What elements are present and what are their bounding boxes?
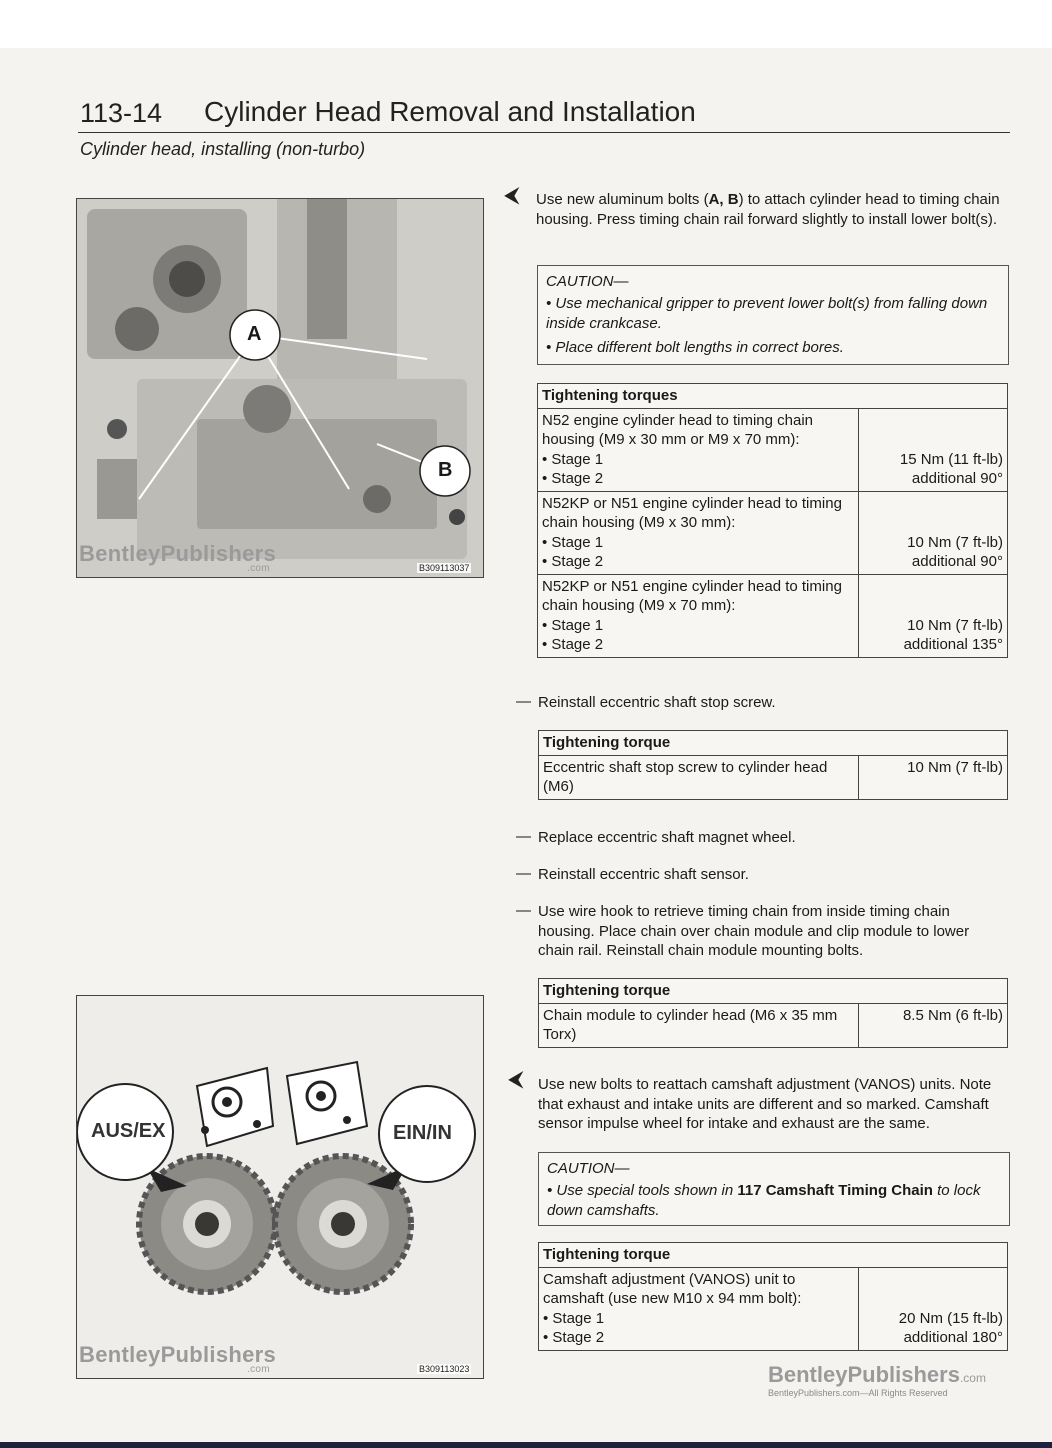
row-desc: N52KP or N51 engine cylinder head to timing chain housing (M9 x 30 mm): (542, 494, 842, 531)
table-cell-desc (538, 408, 859, 491)
row-value-2: additional 135° (903, 636, 1003, 653)
engine-illustration (77, 199, 483, 577)
callout-b-label: B (438, 459, 453, 481)
watermark-com: .com (247, 563, 270, 574)
step-5-text: Use wire hook to retrieve timing chain from inside timing chain housing. Place chain over chain module and clip module to lower chain rail. Reinstall chain module mounting bolts. (538, 903, 970, 959)
caution-heading: CAUTION— (547, 1160, 630, 1177)
top-margin (0, 0, 1052, 48)
table-row (539, 755, 1008, 799)
section-subtitle: Cylinder head, installing (non-turbo) (80, 139, 366, 159)
row-value-2: additional 90° (911, 553, 1003, 570)
caution-box-2 (538, 1152, 1010, 1226)
step-3-text: Replace eccentric shaft magnet wheel. (538, 829, 796, 846)
row-stage-1: • Stage 1 (543, 1309, 605, 1327)
watermark-text: BentleyPublishers (79, 1342, 277, 1367)
row-desc: N52KP or N51 engine cylinder head to timing chain housing (M9 x 70 mm): (542, 577, 842, 614)
watermark-text: BentleyPublishers (79, 541, 277, 566)
caution-heading: CAUTION— (546, 273, 629, 290)
caution-box-1 (537, 265, 1009, 365)
step-4-text: Reinstall eccentric shaft sensor. (538, 866, 749, 883)
row-value-1: 15 Nm (11 ft-lb) (899, 450, 1003, 468)
table-heading: Tightening torque (539, 1243, 1008, 1268)
table-cell-value: 8.5 Nm (6 ft-lb) (859, 1003, 1008, 1047)
table-cell-desc (538, 491, 859, 574)
figure-code: B309113023 (419, 1364, 470, 1374)
table-row (538, 491, 1008, 574)
caution-item: • Place different bolt lengths in correct bores. (546, 339, 844, 356)
torque-table-1 (537, 383, 1008, 658)
step-arrow-icon: ⮜ (504, 182, 520, 207)
table-cell-desc: Eccentric shaft stop screw to cylinder head (M6) (539, 755, 859, 799)
caution-item (547, 1181, 997, 1220)
callout-a-label: A (247, 323, 262, 345)
caution-text-b: to lock down camshafts. (547, 1182, 981, 1219)
step-dash: — (516, 693, 531, 710)
step-2-text: Reinstall eccentric shaft stop screw. (538, 694, 776, 711)
row-stage-2: • Stage 2 (542, 636, 604, 653)
vanos-illustration (77, 996, 483, 1378)
figure-code: B309113037 (419, 563, 470, 573)
footer-brand-text: BentleyPublishers (768, 1362, 960, 1387)
step-1-text (536, 190, 1008, 229)
figure-watermark (79, 1342, 277, 1375)
torque-table-2 (538, 730, 1008, 800)
row-stage-1: • Stage 1 (542, 616, 604, 634)
row-stage-1: • Stage 1 (542, 450, 604, 468)
page-number: 113-14 (80, 98, 163, 128)
step-1-bold: A, B (708, 191, 739, 208)
torque-table-4 (538, 1242, 1008, 1351)
cylinder-head-photo (76, 198, 484, 578)
step-1-text-a: Use new aluminum bolts ( (536, 191, 709, 208)
table-heading: Tightening torques (538, 384, 1008, 409)
table-cell-value (858, 408, 1007, 491)
step-arrow-icon: ⮜ (508, 1066, 524, 1091)
table-cell-value (858, 491, 1007, 574)
step-dash: — (516, 828, 531, 845)
row-stage-2: • Stage 2 (542, 553, 604, 570)
footer-brand (768, 1362, 986, 1388)
table-cell-value (859, 1267, 1008, 1350)
row-value-2: additional 180° (903, 1329, 1003, 1346)
figure-watermark (79, 541, 277, 574)
vanos-units-photo (76, 995, 484, 1379)
table-row (539, 1267, 1008, 1350)
table-cell-desc: Chain module to cylinder head (M6 x 35 mm Torx) (539, 1003, 859, 1047)
row-desc: N52 engine cylinder head to timing chain housing (M9 x 30 mm or M9 x 70 mm): (542, 411, 814, 448)
table-row (538, 408, 1008, 491)
table-heading: Tightening torque (539, 979, 1008, 1004)
row-stage-2: • Stage 2 (543, 1329, 605, 1346)
caution-bold-ref: 117 Camshaft Timing Chain (737, 1182, 933, 1199)
row-desc: Camshaft adjustment (VANOS) unit to camshaft (use new M10 x 94 mm bolt): (543, 1270, 802, 1307)
step-1-text-b: ) to attach cylinder head to timing chain housing. Press timing chain rail forward slightly to install lower bolt(s). (536, 191, 1000, 228)
torque-table-3 (538, 978, 1008, 1048)
table-row (538, 574, 1008, 657)
footer-brand-com: .com (959, 1371, 986, 1385)
footer-copyright: BentleyPublishers.com—All Rights Reserved (768, 1388, 948, 1398)
row-stage-2: • Stage 2 (542, 470, 604, 487)
page-header (78, 96, 1010, 133)
row-value-1: 10 Nm (7 ft-lb) (907, 616, 1003, 634)
table-cell-desc (539, 1267, 859, 1350)
row-value-1: 20 Nm (15 ft-lb) (898, 1309, 1003, 1327)
row-stage-1: • Stage 1 (542, 533, 604, 551)
watermark-com: .com (247, 1364, 270, 1375)
caution-item: • Use mechanical gripper to prevent lower bolt(s) from falling down inside crankcase. (546, 295, 988, 332)
intake-label: EIN/IN (393, 1122, 452, 1144)
table-heading: Tightening torque (539, 731, 1008, 756)
row-value-2: additional 90° (911, 470, 1003, 487)
step-dash: — (516, 902, 531, 919)
table-cell-desc (538, 574, 859, 657)
table-cell-value: 10 Nm (7 ft-lb) (859, 755, 1008, 799)
row-value-1: 10 Nm (7 ft-lb) (907, 533, 1003, 551)
table-row (539, 1003, 1008, 1047)
exhaust-label: AUS/EX (91, 1120, 166, 1142)
step-dash: — (516, 865, 531, 882)
table-cell-value (858, 574, 1007, 657)
caution-text-a: • Use special tools shown in (547, 1182, 738, 1199)
step-6-text: Use new bolts to reattach camshaft adjustment (VANOS) units. Note that exhaust and intake units are different and so marked. Camshaft sensor impulse wheel for intake and exhaust are the same. (538, 1076, 992, 1132)
page-title: Cylinder Head Removal and Installation (204, 96, 696, 127)
bottom-bar (0, 1442, 1052, 1448)
